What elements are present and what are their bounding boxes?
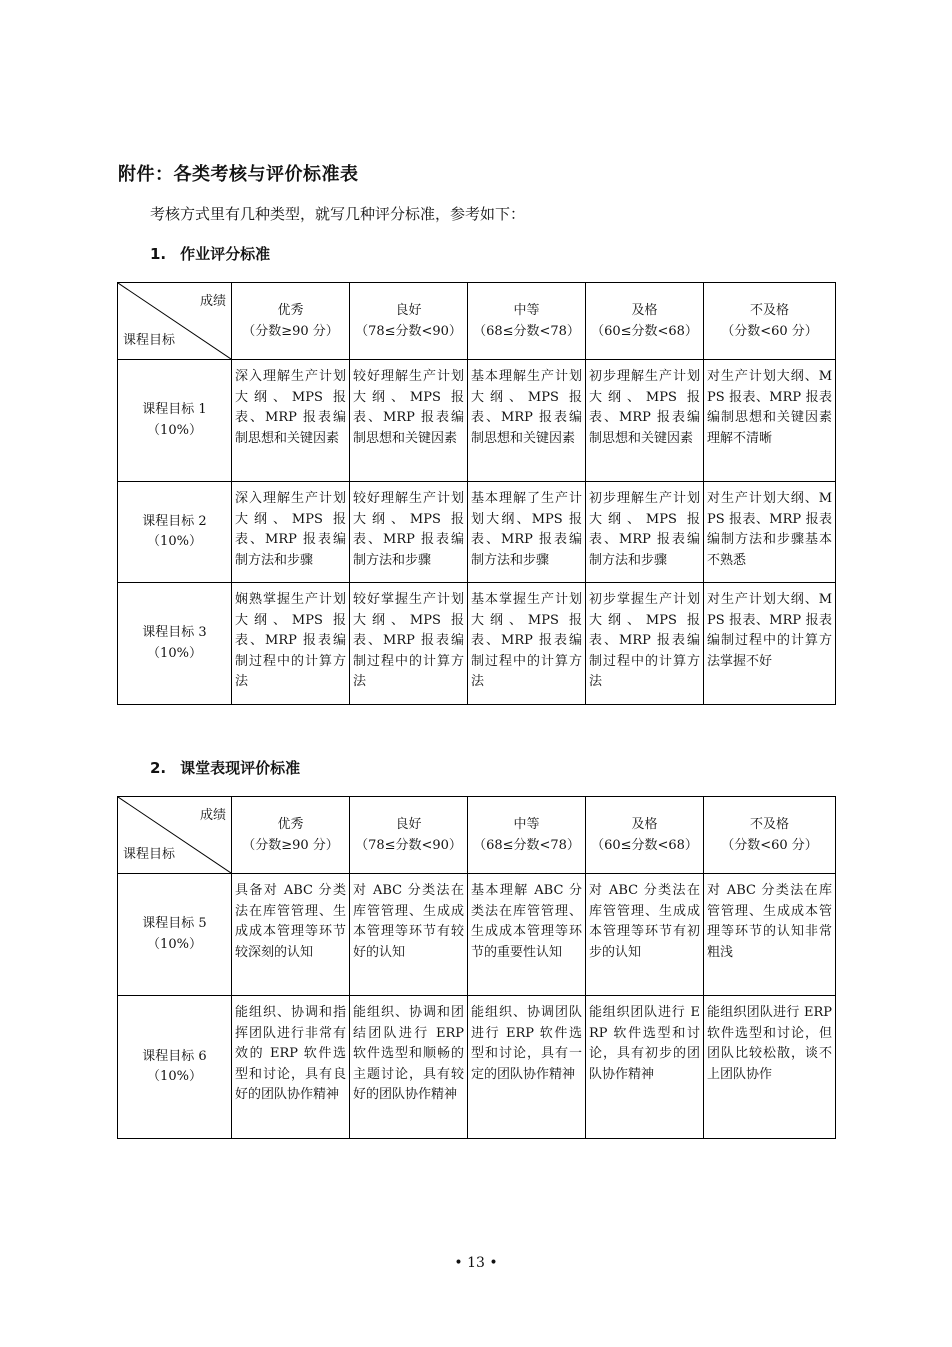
level-range: （78≤分数<90）	[355, 324, 462, 339]
criteria-cell: 能组织、协调和指挥团队进行非常有效的 ERP 软件选型和讨论，具有良好的团队协作精神	[232, 996, 350, 1139]
table-row	[118, 360, 836, 482]
header-goal-label: 课程目标	[123, 333, 176, 348]
header-level-pass	[586, 797, 704, 874]
goal-weight: （10%）	[147, 645, 202, 661]
section-1-title: 作业评分标准	[180, 245, 271, 263]
criteria-cell: 基本理解生产计划大纲、MPS 报表、MRP 报表编制思想和关键因素	[468, 360, 586, 482]
level-name: 不及格	[749, 817, 789, 832]
course-goal-cell	[118, 583, 232, 705]
goal-weight: （10%）	[147, 1069, 202, 1084]
level-name: 优秀	[277, 303, 304, 318]
criteria-cell: 较好理解生产计划大纲、MPS 报表、MRP 报表编制思想和关键因素	[350, 360, 468, 482]
criteria-cell: 对 ABC 分类法在库管管理、生成成本管理等环节有较好的认知	[350, 874, 468, 996]
goal-name: 课程目标 2	[142, 513, 207, 529]
header-level-excellent	[232, 283, 350, 360]
page-number: • 13 •	[454, 1255, 498, 1271]
level-name: 不及格	[749, 303, 789, 318]
header-level-good	[350, 283, 468, 360]
criteria-cell: 能组织团队进行 ERP 软件选型和讨论，具有初步的团队协作精神	[586, 996, 704, 1139]
header-level-fail	[704, 283, 836, 360]
criteria-cell: 深入理解生产计划大纲、MPS 报表、MRP 报表编制思想和关键因素	[232, 360, 350, 482]
level-range: （68≤分数<78）	[473, 838, 580, 853]
criteria-cell: 对生产计划大纲、MPS 报表、MRP 报表编制方法和步骤基本不熟悉	[704, 482, 836, 583]
criteria-cell: 深入理解生产计划大纲、MPS 报表、MRP 报表编制方法和步骤	[232, 482, 350, 583]
criteria-cell: 具备对 ABC 分类法在库管管理、生成成本管理等环节较深刻的认知	[232, 874, 350, 996]
course-goal-cell	[118, 996, 232, 1139]
criteria-cell: 能组织团队进行 ERP 软件选型和讨论，但团队比较松散，谈不上团队协作	[704, 996, 836, 1139]
criteria-cell: 基本理解 ABC 分类法在库管管理、生成成本管理等环节的重要性认知	[468, 874, 586, 996]
diagonal-header-cell	[118, 283, 232, 360]
criteria-cell: 娴熟掌握生产计划大纲、MPS 报表、MRP 报表编制过程中的计算方法	[232, 583, 350, 705]
criteria-cell: 对 ABC 分类法在库管管理、生成成本管理等环节的认知非常粗浅	[704, 874, 836, 996]
header-grade-label: 成绩	[199, 808, 226, 823]
table-row	[118, 874, 836, 996]
criteria-cell: 能组织、协调和团结团队进行 ERP 软件选型和顺畅的主题讨论，具有较好的团队协作精神	[350, 996, 468, 1139]
header-grade-label: 成绩	[199, 294, 226, 309]
level-name: 良好	[395, 303, 422, 318]
level-name: 优秀	[277, 817, 304, 832]
goal-name: 课程目标 5	[142, 916, 207, 931]
level-range: （分数≥90 分）	[242, 324, 339, 339]
homework-grading-table	[117, 282, 836, 705]
level-range: （60≤分数<68）	[591, 838, 698, 853]
criteria-cell: 对生产计划大纲、MPS 报表、MRP 报表编制过程中的计算方法掌握不好	[704, 583, 836, 705]
criteria-cell: 对 ABC 分类法在库管管理、生成成本管理等环节有初步的认知	[586, 874, 704, 996]
criteria-cell: 基本理解了生产计划大纲、MPS 报表、MRP 报表编制方法和步骤	[468, 482, 586, 583]
class-performance-table	[117, 796, 836, 1139]
criteria-cell: 较好掌握生产计划大纲、MPS 报表、MRP 报表编制过程中的计算方法	[350, 583, 468, 705]
level-name: 中等	[513, 303, 540, 318]
criteria-cell: 对生产计划大纲、MPS 报表、MRP 报表编制思想和关键因素理解不清晰	[704, 360, 836, 482]
section-1-heading	[150, 243, 270, 264]
goal-name: 课程目标 1	[142, 402, 207, 417]
level-range: （分数≥90 分）	[242, 838, 339, 853]
level-range: （分数<60 分）	[721, 324, 818, 339]
goal-name: 课程目标 6	[142, 1048, 207, 1064]
level-range: （分数<60 分）	[721, 838, 818, 853]
table-header-row	[118, 797, 836, 874]
level-range: （78≤分数<90）	[355, 838, 462, 853]
page-title: 附件：各类考核与评价标准表	[118, 164, 359, 185]
section-2-title: 课堂表现评价标准	[180, 759, 301, 777]
goal-weight: （10%）	[147, 422, 202, 438]
table-row	[118, 482, 836, 583]
section-1-number: 1.	[150, 245, 167, 263]
header-level-pass	[586, 283, 704, 360]
diagonal-header-cell	[118, 797, 232, 874]
level-range: （68≤分数<78）	[473, 324, 580, 339]
course-goal-cell	[118, 360, 232, 482]
criteria-cell: 能组织、协调团队进行 ERP 软件选型和讨论，具有一定的团队协作精神	[468, 996, 586, 1139]
criteria-cell: 初步掌握生产计划大纲、MPS 报表、MRP 报表编制过程中的计算方法	[586, 583, 704, 705]
table-row	[118, 996, 836, 1139]
course-goal-cell	[118, 482, 232, 583]
section-2-number: 2.	[150, 759, 167, 777]
section-2-heading	[150, 757, 300, 778]
criteria-cell: 初步理解生产计划大纲、MPS 报表、MRP 报表编制方法和步骤	[586, 482, 704, 583]
header-goal-label: 课程目标	[123, 847, 176, 862]
level-name: 良好	[395, 817, 422, 832]
header-level-good	[350, 797, 468, 874]
intro-paragraph: 考核方式里有几种类型，就写几种评分标准，参考如下：	[150, 205, 526, 223]
header-level-medium	[468, 797, 586, 874]
criteria-cell: 初步理解生产计划大纲、MPS 报表、MRP 报表编制思想和关键因素	[586, 360, 704, 482]
header-level-excellent	[232, 797, 350, 874]
level-name: 及格	[631, 303, 658, 318]
level-name: 及格	[631, 817, 658, 832]
goal-weight: （10%）	[147, 534, 202, 549]
level-range: （60≤分数<68）	[591, 324, 698, 339]
level-name: 中等	[513, 817, 540, 832]
goal-weight: （10%）	[147, 936, 202, 952]
criteria-cell: 基本掌握生产计划大纲、MPS 报表、MRP 报表编制过程中的计算方法	[468, 583, 586, 705]
goal-name: 课程目标 3	[142, 625, 207, 640]
criteria-cell: 较好理解生产计划大纲、MPS 报表、MRP 报表编制方法和步骤	[350, 482, 468, 583]
table-row	[118, 583, 836, 705]
table-header-row	[118, 283, 836, 360]
header-level-fail	[704, 797, 836, 874]
header-level-medium	[468, 283, 586, 360]
course-goal-cell	[118, 874, 232, 996]
